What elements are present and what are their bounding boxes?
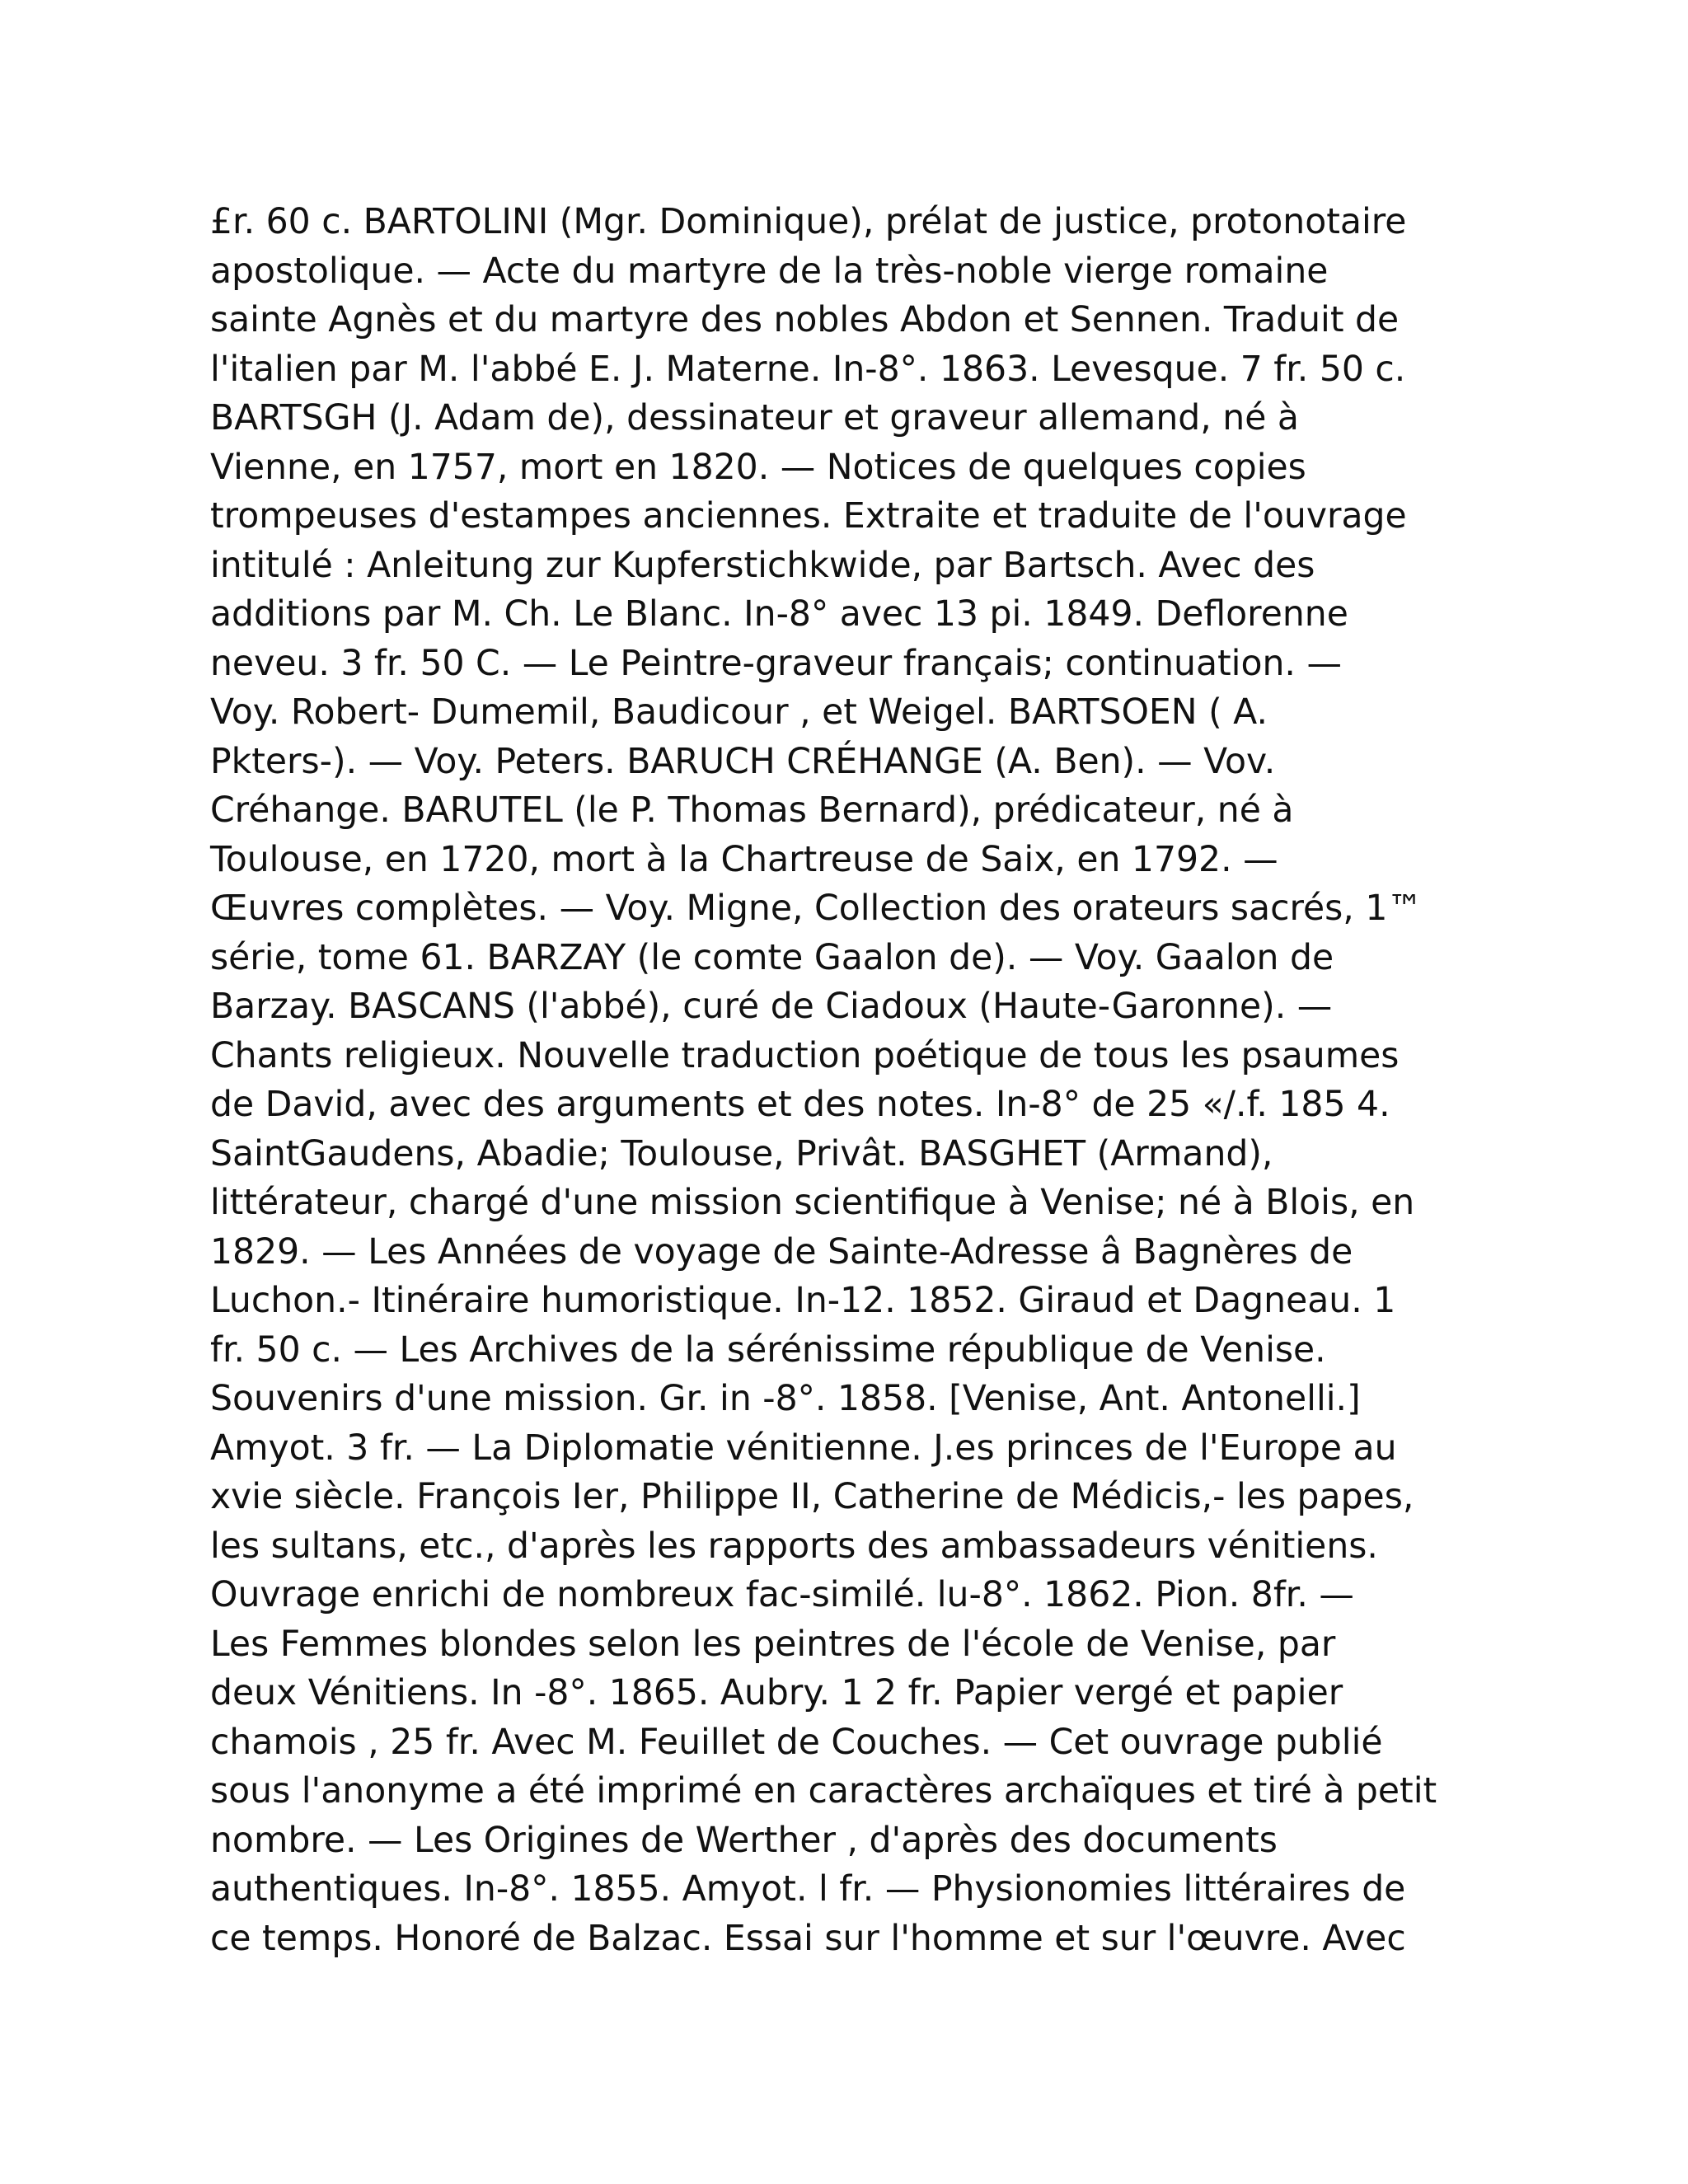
text-line: Œuvres complètes. — Voy. Migne, Collection des orateurs sacrés, 1™ bbox=[210, 888, 1423, 929]
text-line: Ouvrage enrichi de nombreux fac-similé. lu-8°. 1862. Pion. 8fr. — bbox=[210, 1575, 1354, 1615]
text-line: Amyot. 3 fr. — La Diplomatie vénitienne. J.es princes de l'Europe au bbox=[210, 1427, 1397, 1469]
text-line: nombre. — Les Origines de Werther , d'après des documents bbox=[210, 1820, 1278, 1861]
text-line: deux Vénitiens. In -8°. 1865. Aubry. 1 2 fr. Papier vergé et papier bbox=[210, 1673, 1343, 1713]
text-line: Chants religieux. Nouvelle traduction poétique de tous les psaumes bbox=[210, 1035, 1400, 1076]
text-line: trompeuses d'estampes anciennes. Extraite et traduite de l'ouvrage bbox=[210, 496, 1407, 537]
text-line: Barzay. BASCANS (l'abbé), curé de Ciadoux (Haute-Garonne). — bbox=[210, 987, 1333, 1027]
text-line: Souvenirs d'une mission. Gr. in -8°. 1858. [Venise, Ant. Antonelli.] bbox=[210, 1379, 1361, 1419]
text-line: sous l'anonyme a été imprimé en caractères archaïques et tiré à petit bbox=[210, 1771, 1437, 1811]
text-line: apostolique. — Acte du martyre de la très-noble vierge romaine bbox=[210, 251, 1329, 292]
text-line: Créhange. BARUTEL (le P. Thomas Bernard), prédicateur, né à bbox=[210, 790, 1294, 831]
text-line: Pkters-). — Voy. Peters. BARUCH CRÉHANGE (A. Ben). — Vov. bbox=[210, 741, 1276, 782]
text-line: 1829. — Les Années de voyage de Sainte-Adresse â Bagnères de bbox=[210, 1231, 1353, 1272]
text-line: xvie siècle. François Ier, Philippe II, Catherine de Médicis,- les papes, bbox=[210, 1477, 1414, 1517]
text-line: ce temps. Honoré de Balzac. Essai sur l'homme et sur l'œuvre. Avec bbox=[210, 1918, 1406, 1959]
text-line: série, tome 61. BARZAY (le comte Gaalon de). — Voy. Gaalon de bbox=[210, 937, 1334, 978]
text-line: de David, avec des arguments et des notes. In-8° de 25 «/.f. 185 4. bbox=[210, 1085, 1390, 1125]
text-line: fr. 50 c. — Les Archives de la sérénissime république de Venise. bbox=[210, 1329, 1326, 1371]
text-line: littérateur, chargé d'une mission scientifique à Venise; né à Blois, en bbox=[210, 1183, 1415, 1223]
text-line: neveu. 3 fr. 50 C. — Le Peintre-graveur français; continuation. — bbox=[210, 643, 1342, 684]
text-line: BARTSGH (J. Adam de), dessinateur et graveur allemand, né à bbox=[210, 398, 1299, 438]
text-line: authentiques. In-8°. 1855. Amyot. l fr. — Physionomies littéraires de bbox=[210, 1869, 1406, 1910]
text-line: SaintGaudens, Abadie; Toulouse, Privât. BASGHET (Armand), bbox=[210, 1133, 1273, 1174]
text-line: les sultans, etc., d'après les rapports des ambassadeurs vénitiens. bbox=[210, 1526, 1378, 1567]
text-line: Luchon.- Itinéraire humoristique. In-12. 1852. Giraud et Dagneau. 1 bbox=[210, 1281, 1396, 1321]
text-line: Les Femmes blondes selon les peintres de l'école de Venise, par bbox=[210, 1624, 1336, 1665]
text-line: Voy. Robert- Dumemil, Baudicour , et Weigel. BARTSOEN ( A. bbox=[210, 692, 1268, 733]
text-line: sainte Agnès et du martyre des nobles Abdon et Sennen. Traduit de bbox=[210, 300, 1400, 340]
text-line: additions par M. Ch. Le Blanc. In-8° avec 13 pi. 1849. Deflorenne bbox=[210, 594, 1348, 635]
text-line: chamois , 25 fr. Avec M. Feuillet de Couches. — Cet ouvrage publié bbox=[210, 1722, 1383, 1763]
text-line: £r. 60 c. BARTOLINI (Mgr. Dominique), prélat de justice, protonotaire bbox=[210, 202, 1407, 242]
text-line: Vienne, en 1757, mort en 1820. — Notices de quelques copies bbox=[210, 447, 1306, 488]
body-text bbox=[210, 198, 1496, 1963]
text-line: l'italien par M. l'abbé E. J. Materne. In-8°. 1863. Levesque. 7 fr. 50 c. bbox=[210, 349, 1406, 390]
text-line: intitulé : Anleitung zur Kupferstichkwide, par Bartsch. Avec des bbox=[210, 545, 1315, 586]
text-line: Toulouse, en 1720, mort à la Chartreuse de Saix, en 1792. — bbox=[210, 839, 1278, 880]
